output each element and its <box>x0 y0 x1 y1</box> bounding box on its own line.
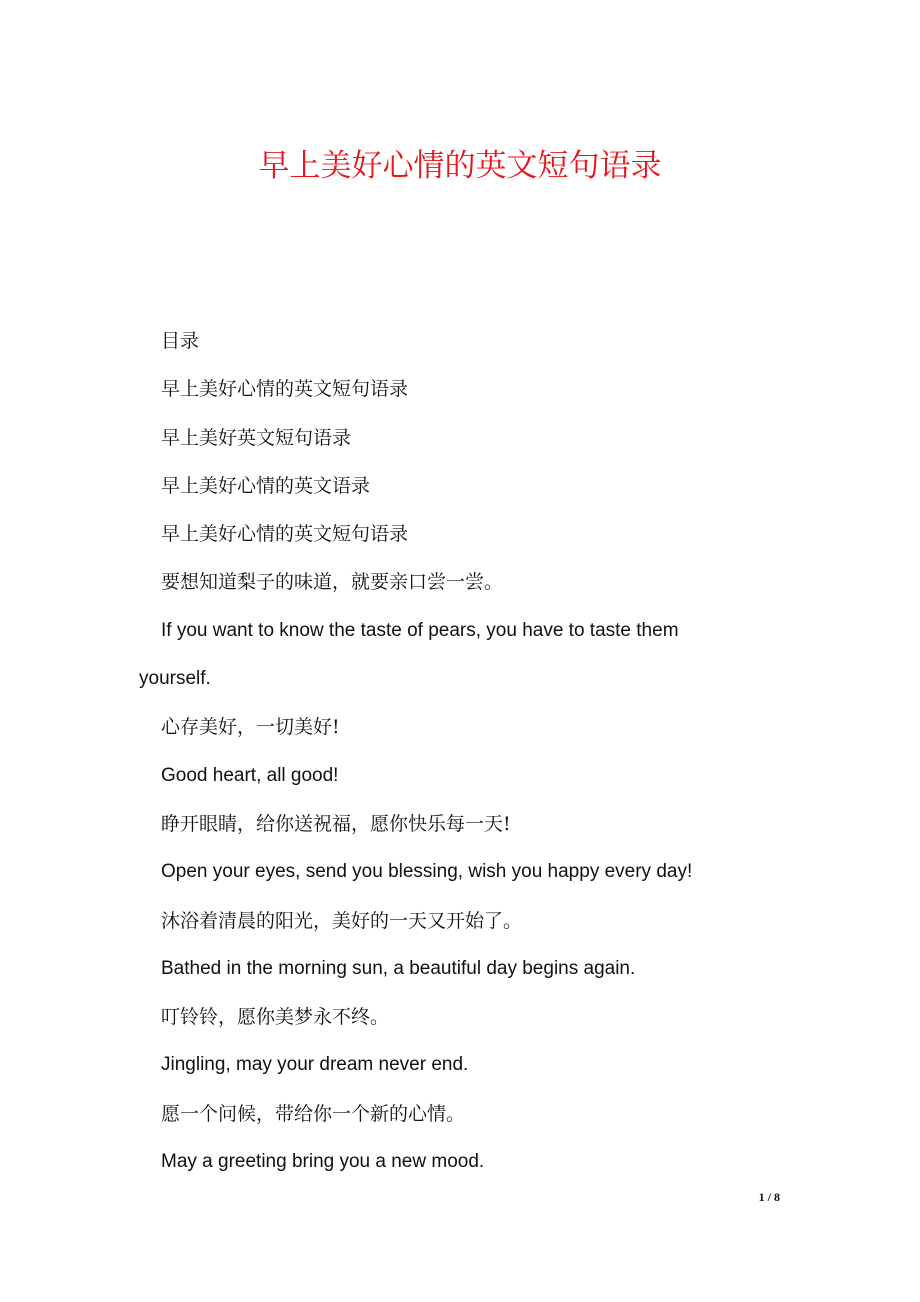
toc-item[interactable]: 早上美好英文短句语录 <box>161 426 352 449</box>
paragraph-english: Jingling, may your dream never end. <box>161 1054 469 1076</box>
paragraph-english: May a greeting bring you a new mood. <box>161 1151 485 1173</box>
paragraph-english: Good heart, all good! <box>161 764 339 786</box>
document-body <box>139 317 739 1186</box>
paragraph-chinese: 心存美好，一切美好! <box>161 716 340 739</box>
paragraph-chinese: 愿一个问候，带给你一个新的心情。 <box>161 1102 466 1125</box>
paragraph-chinese: 叮铃铃，愿你美梦永不终。 <box>161 1006 390 1029</box>
paragraph-english: If you want to know the taste of pears, you have to taste them yourself. <box>139 619 679 690</box>
toc-item[interactable]: 早上美好心情的英文短句语录 <box>161 378 409 401</box>
document-title: 早上美好心情的英文短句语录 <box>258 148 662 184</box>
paragraph-chinese: 要想知道梨子的味道，就要亲口尝一尝。 <box>161 571 504 594</box>
toc-heading: 目录 <box>161 330 200 352</box>
page-number: 1 / 8 <box>758 1190 780 1204</box>
paragraph-english: Bathed in the morning sun, a beautiful day begins again. <box>161 957 636 979</box>
paragraph-chinese: 沐浴着清晨的阳光，美好的一天又开始了。 <box>161 909 523 932</box>
paragraph-chinese: 睁开眼睛，给你送祝福，愿你快乐每一天! <box>161 812 511 835</box>
paragraph-english: Open your eyes, send you blessing, wish you happy every day! <box>161 861 693 883</box>
toc-item[interactable]: 早上美好心情的英文语录 <box>161 474 371 497</box>
toc-item[interactable]: 早上美好心情的英文短句语录 <box>161 523 409 546</box>
